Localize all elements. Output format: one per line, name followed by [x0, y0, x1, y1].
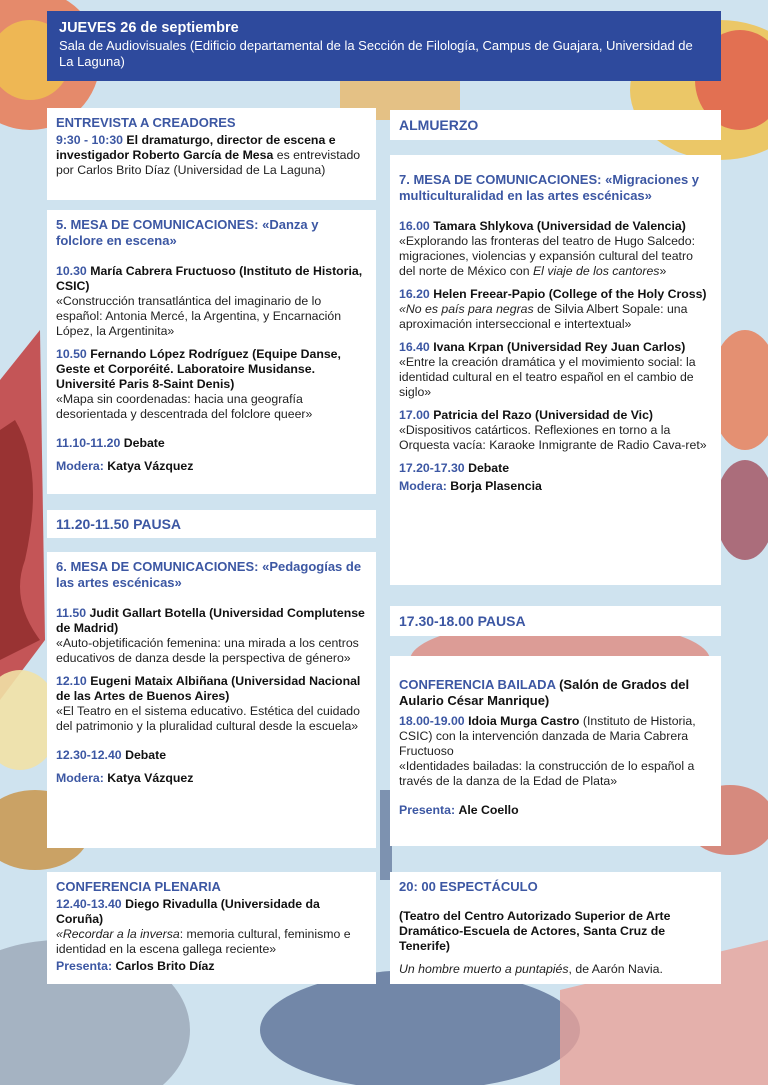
plenaria-title: CONFERENCIA PLENARIA [56, 879, 221, 894]
pausa1-title: 11.20-11.50 PAUSA [56, 516, 182, 532]
mesa7-box: 7. MESA DE COMUNICACIONES: «Migraciones y multiculturalidad en las artes escénicas» 16.00 Tamara Shlykova (Universidad de Valencia) «Explorando las fronteras del teatro de Hugo Salcedo: migraciones, violencias y expansión cultural del teatro del norte de México con El viaje de los cantores» 16.20 Helen Freear-Papio (College of the Holy Cross) «No es país para negras de Silvia Albert Sopale: una aproximación interseccional e intertextual» 16.40 Ivana Krpan (Universidad Rey Juan Carlos) «Entre la creación dramática y el movimiento social: la identidad cultural en el teatro español en el cambio de siglo» 17.00 Patricia del Razo (Universidad de Vic) «Dispositivos catárticos. Reflexiones en torno a la Orquesta vacía: Karaoke Inmigrante de Radio Cava-ret» 17.20-17.30 Debate Modera: Borja Plasencia [390, 155, 721, 585]
day-header [47, 11, 721, 81]
pausa2-title: 17.30-18.00 PAUSA [399, 613, 526, 629]
mesa5-box: 5. MESA DE COMUNICACIONES: «Danza y folclore en escena» 10.30 María Cabrera Fructuoso (Instituto de Historia, CSIC) «Construcción transatlántica del imaginario de lo español: Antonia Mercé, la Argentina, y Encarnación López, la Argentinita» 10.50 Fernando López Rodríguez (Equipe Danse, Geste et Corporéité. Laboratoire Musidanse. Université Paris 8-Saint Denis) «Mapa sin coordenadas: hacia una geografía desorientada y descentrada del folclore queer» 11.10-11.20 Debate Modera: Katya Vázquez [47, 210, 376, 494]
mesa6-title: 6. MESA DE COMUNICACIONES: «Pedagogías de las artes escénicas» [56, 559, 362, 591]
bailada-box: CONFERENCIA BAILADA (Salón de Grados del Aulario César Manrique) 18.00-19.00 Idoia Murga Castro (Instituto de Historia, CSIC) con la intervención danzada de Maria Cabrera Fructuoso «Identidades bailadas: la construcción de lo español a través de la danza de la Edad de Plata» Presenta: Ale Coello [390, 656, 721, 846]
pausa2-box [390, 606, 721, 636]
espectaculo-box: 20: 00 ESPECTÁCULO (Teatro del Centro Autorizado Superior de Arte Dramático-Escuela de Actores, Santa Cruz de Tenerife) Un hombre muerto a puntapiés, de Aarón Navia. [390, 872, 721, 984]
almuerzo-box [390, 110, 721, 140]
plenaria-box: CONFERENCIA PLENARIA 12.40-13.40 Diego Rivadulla (Universidade da Coruña) «Recordar a la inversa: memoria cultural, feminismo e identidad en la escena gallega reciente» Presenta: Carlos Brito Díaz [47, 872, 376, 984]
espectaculo-venue: (Teatro del Centro Autorizado Superior de Arte Dramático-Escuela de Actores, Santa Cruz de Tenerife) [399, 909, 671, 954]
entrevista-name: Roberto García de Mesa [132, 148, 274, 163]
entrevista-title: ENTREVISTA A CREADORES [56, 115, 236, 130]
espectaculo-title: 20: 00 ESPECTÁCULO [399, 879, 538, 894]
almuerzo-title: ALMUERZO [399, 117, 479, 133]
bailada-title: CONFERENCIA BAILADA [399, 677, 556, 692]
mesa7-title: 7. MESA DE COMUNICACIONES: «Migraciones y multiculturalidad en las artes escénicas» [399, 172, 700, 204]
mesa6-box: 6. MESA DE COMUNICACIONES: «Pedagogías de las artes escénicas» 11.50 Judit Gallart Botella (Universidad Complutense de Madrid) «Auto-objetificación femenina: una mirada a los centros educativos de danza desde la perspectiva de género» 12.10 Eugeni Mataix Albiñana (Universidad Nacional de las Artes de Buenos Aires) «El Teatro en el sistema educativo. Estética del cuidado del patrimonio y la pluralidad cultural desde la escuela» 12.30-12.40 Debate Modera: Katya Vázquez [47, 552, 376, 848]
entrevista-box: ENTREVISTA A CREADORES 9:30 - 10:30 El dramaturgo, director de escena e investigador Roberto García de Mesa es entrevistado por Carlos Brito Díaz (Universidad de La Laguna) [47, 108, 376, 200]
mesa5-title: 5. MESA DE COMUNICACIONES: «Danza y folclore en escena» [56, 217, 319, 249]
pausa1-box [47, 510, 376, 538]
venue-text: Sala de Audiovisuales (Edificio departamental de la Sección de Filología, Campus de Guajara, Universidad de La Laguna) [59, 38, 693, 70]
entrevista-time: 9:30 - 10:30 [56, 133, 123, 148]
day-title: JUEVES 26 de septiembre [59, 20, 239, 36]
